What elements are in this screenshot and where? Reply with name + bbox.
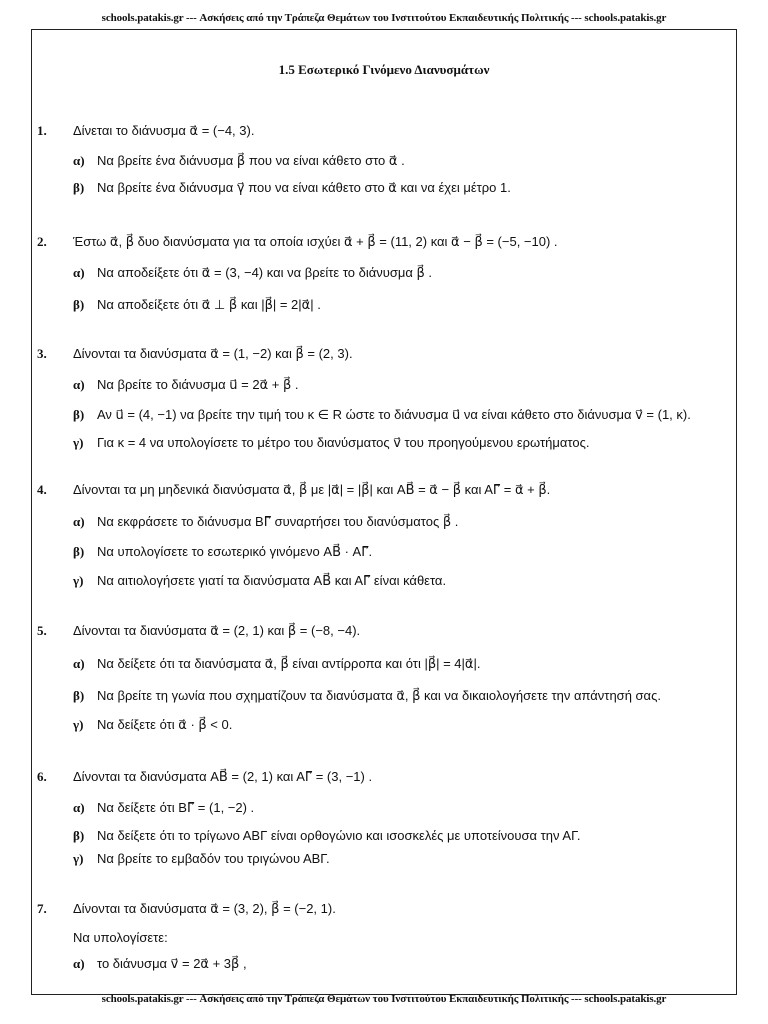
part-text: Να βρείτε τη γωνία που σχηματίζουν τα διανύσματα α⃗, β⃗ και να δικαιολογήσετε την απάντησή σας. bbox=[97, 688, 661, 703]
part-text: Να εκφράσετε το διάνυσμα ΒΓ⃗ συναρτήσει του διανύσματος β⃗ . bbox=[97, 514, 459, 529]
exercise-6-part-b bbox=[73, 828, 580, 844]
part-text: Να βρείτε το διάνυσμα u⃗ = 2α⃗ + β⃗ . bbox=[97, 377, 299, 392]
exercise-3-number: 3. bbox=[37, 346, 47, 361]
exercise-6-part-c bbox=[73, 851, 330, 867]
exercise-1-stem: Δίνεται το διάνυσμα α⃗ = (−4, 3). bbox=[73, 123, 255, 138]
part-label: β) bbox=[73, 180, 85, 195]
exercise-6-number: 6. bbox=[37, 769, 47, 784]
exercise-4-part-a bbox=[73, 514, 458, 530]
exercise-3-part-c bbox=[73, 435, 589, 451]
exercise-3-stem: Δίνονται τα διανύσματα α⃗ = (1, −2) και β⃗ = (2, 3). bbox=[73, 346, 353, 361]
part-label: α) bbox=[73, 956, 85, 971]
part-text: Να αποδείξετε ότι α⃗ ⊥ β⃗ και |β⃗| = 2|α⃗| . bbox=[97, 297, 321, 312]
exercise-5-number: 5. bbox=[37, 623, 47, 638]
part-label: γ) bbox=[73, 851, 84, 866]
part-label: β) bbox=[73, 407, 85, 422]
part-text: Να αιτιολογήσετε γιατί τα διανύσματα AB⃗ και ΑΓ⃗ είναι κάθετα. bbox=[97, 573, 447, 588]
part-text: Για κ = 4 να υπολογίσετε το μέτρο του διανύσματος v⃗ του προηγούμενου ερωτήματος. bbox=[97, 435, 590, 450]
exercise-1-part-a bbox=[73, 153, 405, 169]
part-label: α) bbox=[73, 265, 85, 280]
part-label: γ) bbox=[73, 435, 84, 450]
exercise-1-part-b bbox=[73, 180, 511, 196]
part-label: α) bbox=[73, 656, 85, 671]
exercise-4-part-b bbox=[73, 544, 372, 560]
part-text: Να βρείτε ένα διάνυσμα β⃗ που να είναι κάθετο στο α⃗ . bbox=[97, 153, 405, 168]
exercise-7-part-a bbox=[73, 956, 247, 972]
header-banner: schools.patakis.gr --- Ασκήσεις από την Τράπεζα Θεμάτων του Ινστιτούτου Εκπαιδευτικής Πολιτικής --- schools.patakis.gr bbox=[101, 12, 667, 24]
part-label: γ) bbox=[73, 573, 84, 588]
part-text: το διάνυσμα v⃗ = 2α⃗ + 3β⃗ , bbox=[97, 956, 247, 971]
exercise-4-stem: Δίνονται τα μη μηδενικά διανύσματα α⃗, β⃗ με |α⃗| = |β⃗| και AB⃗ = α⃗ − β⃗ και ΑΓ⃗ = α⃗ + β⃗. bbox=[73, 482, 551, 497]
exercise-7-number: 7. bbox=[37, 901, 47, 916]
exercise-2-number: 2. bbox=[37, 234, 47, 249]
exercise-6-part-a bbox=[73, 800, 254, 816]
part-label: γ) bbox=[73, 717, 84, 732]
exercise-3-part-b bbox=[73, 407, 691, 423]
exercise-5-part-b bbox=[73, 688, 661, 704]
part-text: Να δείξετε ότι τα διανύσματα α⃗, β⃗ είναι αντίρροπα και ότι |β⃗| = 4|α⃗|. bbox=[97, 656, 481, 671]
part-label: α) bbox=[73, 153, 85, 168]
footer-banner: schools.patakis.gr --- Ασκήσεις από την Τράπεζα Θεμάτων του Ινστιτούτου Εκπαιδευτικής Πολιτικής --- schools.patakis.gr bbox=[101, 993, 667, 1005]
exercise-3-part-a bbox=[73, 377, 299, 393]
part-text: Να δείξετε ότι το τρίγωνο ΑΒΓ είναι ορθογώνιο και ισοσκελές με υποτείνουσα την ΑΓ. bbox=[97, 828, 581, 843]
exercise-2-part-b bbox=[73, 297, 321, 313]
exercise-7-stem: Δίνονται τα διανύσματα α⃗ = (3, 2), β⃗ = (−2, 1). bbox=[73, 901, 336, 916]
exercise-1-number: 1. bbox=[37, 123, 47, 138]
part-label: α) bbox=[73, 800, 85, 815]
part-label: α) bbox=[73, 514, 85, 529]
exercise-6-stem: Δίνονται τα διανύσματα AB⃗ = (2, 1) και ΑΓ⃗ = (3, −1) . bbox=[73, 769, 373, 784]
part-text: Να υπολογίσετε το εσωτερικό γινόμενο AB⃗ · ΑΓ⃗. bbox=[97, 544, 373, 559]
exercise-5-stem: Δίνονται τα διανύσματα α⃗ = (2, 1) και β⃗ = (−8, −4). bbox=[73, 623, 361, 638]
part-text: Αν u⃗ = (4, −1) να βρείτε την τιμή του κ ∈ R ώστε το διάνυσμα u⃗ να είναι κάθετο στο διάνυσμα v⃗ = (1, κ). bbox=[97, 407, 691, 422]
part-text: Να βρείτε ένα διάνυσμα γ⃗ που να είναι κάθετο στο α⃗ και να έχει μέτρο 1. bbox=[97, 180, 511, 195]
exercise-7-intro: Να υπολογίσετε: bbox=[73, 930, 168, 945]
part-label: β) bbox=[73, 688, 85, 703]
exercise-4-number: 4. bbox=[37, 482, 47, 497]
part-label: β) bbox=[73, 544, 85, 559]
exercise-2-part-a bbox=[73, 265, 432, 281]
exercise-2-stem: Έστω α⃗, β⃗ δυο διανύσματα για τα οποία ισχύει α⃗ + β⃗ = (11, 2) και α⃗ − β⃗ = (−5, −10) . bbox=[73, 234, 558, 249]
part-label: α) bbox=[73, 377, 85, 392]
section-title: 1.5 Εσωτερικό Γινόμενο Διανυσμάτων bbox=[278, 62, 490, 77]
part-text: Να δείξετε ότι ΒΓ⃗ = (1, −2) . bbox=[97, 800, 255, 815]
exercise-5-part-a bbox=[73, 656, 480, 672]
part-text: Να αποδείξετε ότι α⃗ = (3, −4) και να βρείτε το διάνυσμα β⃗ . bbox=[97, 265, 433, 280]
part-label: β) bbox=[73, 297, 85, 312]
part-text: Να δείξετε ότι α⃗ · β⃗ < 0. bbox=[97, 717, 233, 732]
exercise-5-part-c bbox=[73, 717, 232, 733]
part-label: β) bbox=[73, 828, 85, 843]
part-text: Να βρείτε το εμβαδόν του τριγώνου ΑΒΓ. bbox=[97, 851, 330, 866]
exercise-4-part-c bbox=[73, 573, 446, 589]
